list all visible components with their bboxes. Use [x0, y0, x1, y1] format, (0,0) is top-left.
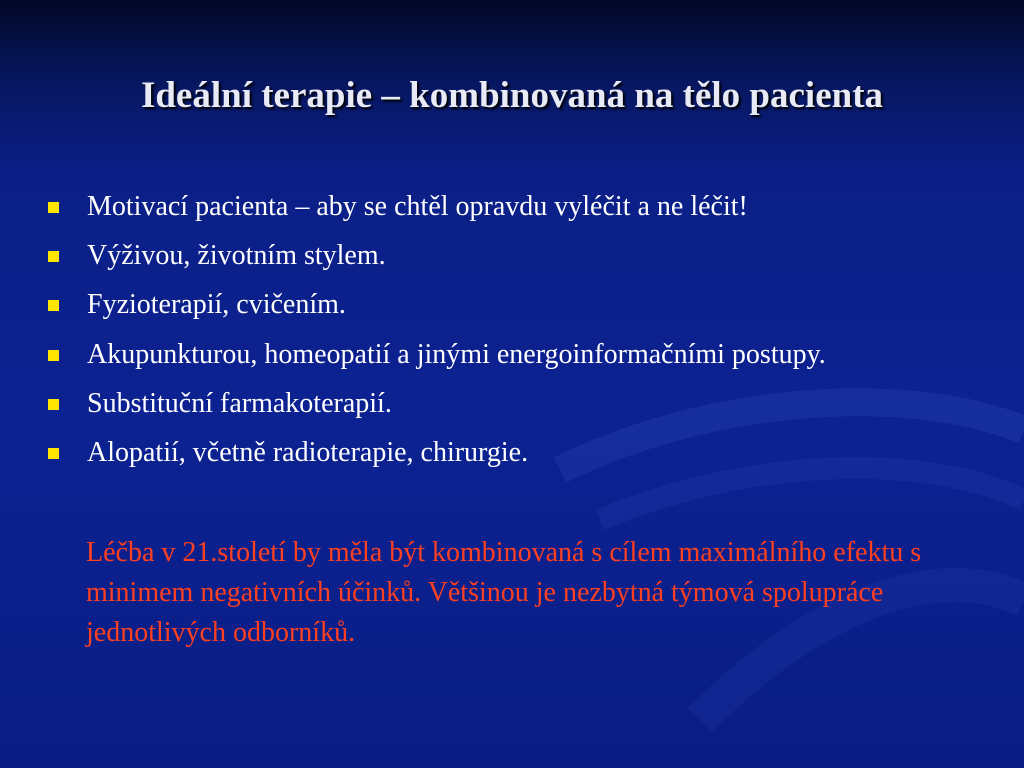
square-bullet-icon [48, 300, 59, 311]
bullet-text: Alopatií, včetně radioterapie, chirurgie. [87, 436, 529, 468]
bullet-item [46, 436, 826, 485]
bullet-item [46, 288, 826, 337]
bullet-text: Akupunkturou, homeopatií a jinými energoinformačními postupy. [87, 338, 826, 370]
square-bullet-icon [48, 202, 59, 213]
bullet-item [46, 338, 826, 387]
bullet-text: Fyzioterapií, cvičením. [87, 289, 346, 321]
square-bullet-icon [48, 399, 59, 410]
bullet-item [46, 239, 826, 288]
bullet-item [46, 387, 826, 436]
square-bullet-icon [48, 350, 59, 361]
bullet-text: Motivací pacienta – aby se chtěl opravdu vyléčit a ne léčit! [87, 191, 748, 222]
bullet-item [46, 190, 826, 239]
slide-title: Ideální terapie – kombinovaná na tělo pacienta [140, 75, 884, 116]
bullet-text: Výživou, životním stylem. [87, 240, 386, 272]
bullet-list [46, 190, 826, 485]
summary-note: Léčba v 21.století by měla být kombinovaná s cílem maximálního efektu s minimem negativních účinků. Většinou je nezbytná týmová spolupráce jednotlivých odborníků. [86, 537, 922, 648]
square-bullet-icon [48, 251, 59, 262]
square-bullet-icon [48, 448, 59, 459]
bullet-text: Substituční farmakoterapií. [87, 387, 392, 419]
